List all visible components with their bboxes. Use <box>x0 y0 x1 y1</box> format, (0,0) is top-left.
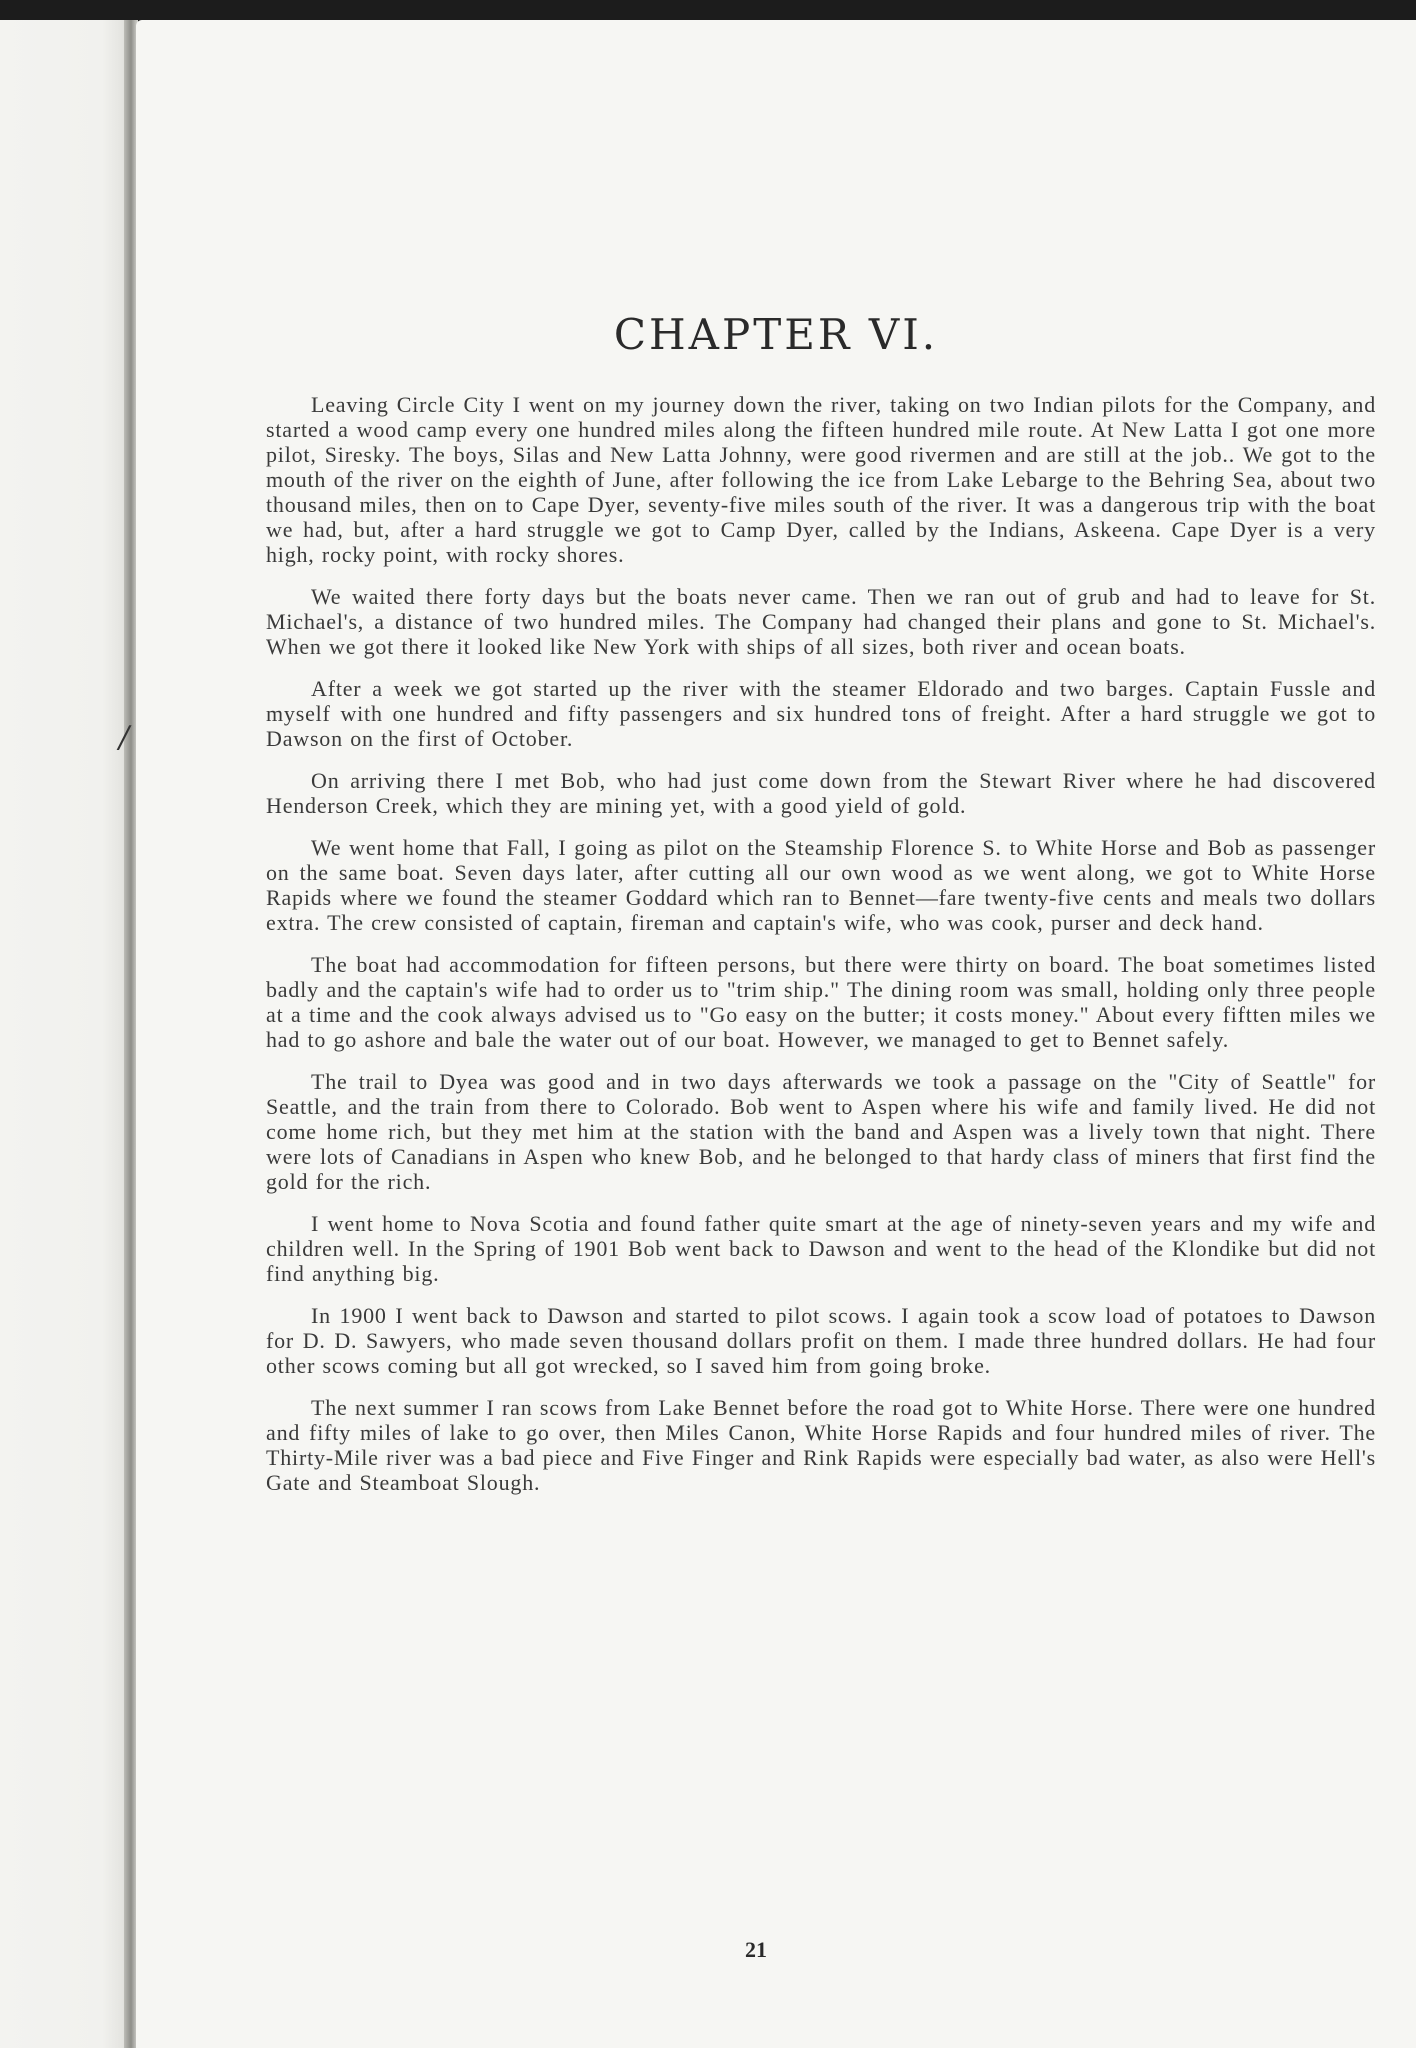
paragraph-4: On arriving there I met Bob, who had just come down from the Stewart River where he had discovered Henderson Creek, which they are mining yet, with a good yield of gold. <box>266 768 1376 818</box>
paragraph-5: We went home that Fall, I going as pilot on the Steamship Florence S. to White Horse and Bob as passenger on the same boat. Seven days later, after cutting all our own wood as we went along, we got to White Horse Rapids where we found the steamer Goddard which ran to Bennet—fare twenty-five cents and meals two dollars extra. The crew consisted of captain, fireman and captain's wife, who was cook, purser and deck hand. <box>266 835 1376 935</box>
chapter-title: CHAPTER VI. <box>613 310 939 359</box>
facing-page-edge <box>0 20 128 2048</box>
page-number: 21 <box>745 1937 767 1962</box>
chapter-body <box>266 392 1376 1512</box>
book-page <box>136 20 1416 2048</box>
paragraph-8: I went home to Nova Scotia and found father quite smart at the age of ninety-seven years and my wife and children well. In the Spring of 1901 Bob went back to Dawson and went to the head of the Klondike but did not find anything big. <box>266 1211 1376 1286</box>
margin-mark: / <box>119 720 130 755</box>
paragraph-10: The next summer I ran scows from Lake Bennet before the road got to White Horse. There were one hundred and fifty miles of lake to go over, then Miles Canon, White Horse Rapids and four hundred miles of river. The Thirty-Mile river was a bad piece and Five Finger and Rink Rapids were especially bad water, as also were Hell's Gate and Steamboat Slough. <box>266 1395 1376 1495</box>
paragraph-9: In 1900 I went back to Dawson and started to pilot scows. I again took a scow load of potatoes to Dawson for D. D. Sawyers, who made seven thousand dollars profit on them. I made three hundred dollars. He had four other scows coming but all got wrecked, so I saved him from going broke. <box>266 1303 1376 1378</box>
paragraph-2: We waited there forty days but the boats never came. Then we ran out of grub and had to leave for St. Michael's, a distance of two hundred miles. The Company had changed their plans and gone to St. Michael's. When we got there it looked like New York with ships of all sizes, both river and ocean boats. <box>266 584 1376 659</box>
paragraph-1: Leaving Circle City I went on my journey down the river, taking on two Indian pilots for the Company, and started a wood camp every one hundred miles along the fifteen hundred mile route. At New Latta I got one more pilot, Siresky. The boys, Silas and New Latta Johnny, were good rivermen and are still at the job.. We got to the mouth of the river on the eighth of June, after following the ice from Lake Lebarge to the Behring Sea, about two thousand miles, then on to Cape Dyer, seventy-five miles south of the river. It was a dangerous trip with the boat we had, but, after a hard struggle we got to Camp Dyer, called by the Indians, Askeena. Cape Dyer is a very high, rocky point, with rocky shores. <box>266 392 1376 567</box>
paragraph-6: The boat had accommodation for fifteen persons, but there were thirty on board. The boat sometimes listed badly and the captain's wife had to order us to "trim ship." The dining room was small, holding only three people at a time and the cook always advised us to "Go easy on the butter; it costs money." About every fiftten miles we had to go ashore and bale the water out of our boat. However, we managed to get to Bennet safely. <box>266 952 1376 1052</box>
paragraph-7: The trail to Dyea was good and in two days afterwards we took a passage on the "City of Seattle" for Seattle, and the train from there to Colorado. Bob went to Aspen where his wife and family lived. He did not come home rich, but they met him at the station with the band and Aspen was a lively town that night. There were lots of Canadians in Aspen who knew Bob, and he belonged to that hardy class of miners that first find the gold for the rich. <box>266 1069 1376 1194</box>
paragraph-3: After a week we got started up the river with the steamer Eldorado and two barges. Captain Fussle and myself with one hundred and fifty passengers and six hundred tons of freight. After a hard struggle we got to Dawson on the first of October. <box>266 676 1376 751</box>
